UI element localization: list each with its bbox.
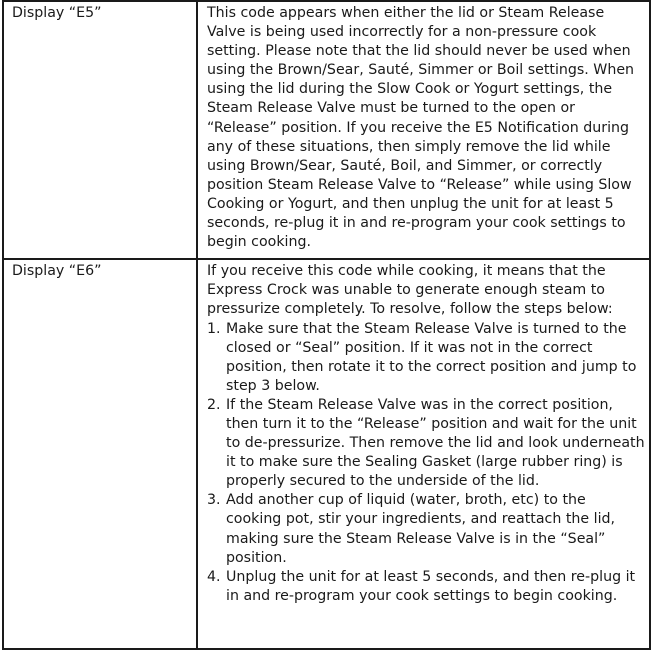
error-code-table <box>2 0 651 650</box>
resolution-steps-list <box>207 320 645 606</box>
step-number: 1. <box>207 320 221 337</box>
step-text: Unplug the unit for at least 5 seconds, and then re-plug it in and re-program your cook settings to begin cooking. <box>226 568 636 604</box>
step-item <box>207 320 645 396</box>
table-row-e6 <box>3 259 650 649</box>
description-cell-e6 <box>197 259 650 649</box>
step-text: Make sure that the Steam Release Valve is turned to the closed or “Seal” position. If it was not in the correct position, then rotate it to the correct position and jump to step 3 below. <box>226 320 637 394</box>
description-text-e5: This code appears when either the lid or Steam Release Valve is being used incorrectly for a non-pressure cook setting. Please note that the lid should never be used when using the Brown/Sear, Sauté, Simmer or Boil settings. When using the lid during the Slow Cook or Yogurt settings, the Steam Release Valve must be turned to the open or “Release” position. If you receive the E5 Notification during any of these situations, then simply remove the lid while using Brown/Sear, Sauté, Boil, and Simmer, or correctly position Steam Release Valve to “Release” while using Slow Cooking or Yogurt, and then unplug the unit for at least 5 seconds, re-plug it in and re-program your cook settings to begin cooking. <box>207 5 635 251</box>
step-number: 4. <box>207 568 221 585</box>
description-intro-e6: If you receive this code while cooking, it means that the Express Crock was unable to generate enough steam to pressurize completely. To resolve, follow the steps below: <box>207 263 613 318</box>
step-item <box>207 568 645 606</box>
step-number: 3. <box>207 492 221 509</box>
table-row-e5 <box>3 1 650 259</box>
description-cell-e5 <box>197 1 650 259</box>
step-text: Add another cup of liquid (water, broth, etc) to the cooking pot, stir your ingredients, and reattach the lid, making sure the Steam Release Valve is in the “Seal” position. <box>226 492 616 566</box>
step-item <box>207 491 645 567</box>
step-item <box>207 396 645 491</box>
step-text: If the Steam Release Valve was in the correct position, then turn it to the “Release” position and wait for the unit to de-pressurize. Then remove the lid and look underneath it to make sure the Sealing Gasket (large rubber ring) is properly secured to the underside of the lid. <box>226 396 645 490</box>
step-number: 2. <box>207 396 221 413</box>
code-cell-e6: Display “E6” <box>3 259 197 649</box>
code-cell-e5: Display “E5” <box>3 1 197 259</box>
